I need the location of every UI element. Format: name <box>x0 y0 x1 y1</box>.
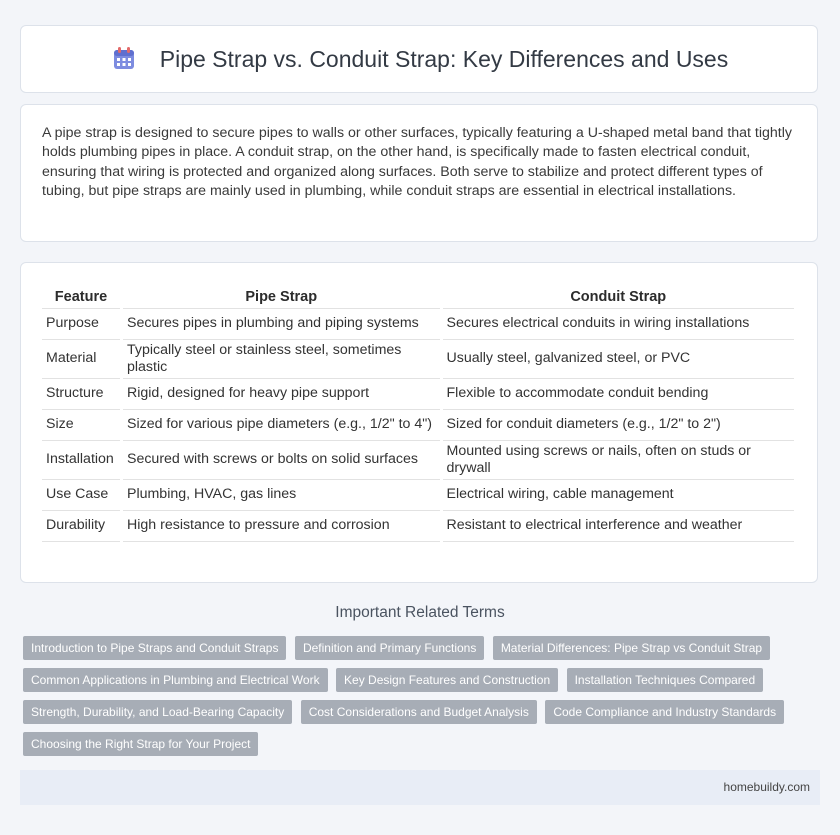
related-terms-tags <box>23 636 823 764</box>
pipe-strap-cell: High resistance to pressure and corrosion <box>123 511 440 542</box>
comparison-table-card <box>20 262 818 583</box>
feature-cell: Size <box>42 410 120 441</box>
table-row <box>42 410 794 441</box>
feature-cell: Installation <box>42 441 120 480</box>
pipe-strap-cell: Plumbing, HVAC, gas lines <box>123 480 440 511</box>
feature-cell: Purpose <box>42 309 120 340</box>
calendar-icon <box>110 45 138 73</box>
table-row <box>42 480 794 511</box>
conduit-strap-cell: Resistant to electrical interference and weather <box>443 511 795 542</box>
conduit-strap-cell: Sized for conduit diameters (e.g., 1/2" to 2") <box>443 410 795 441</box>
header-conduit-strap: Conduit Strap <box>443 285 795 309</box>
related-terms-title: Important Related Terms <box>335 604 505 621</box>
pipe-strap-cell: Secures pipes in plumbing and piping systems <box>123 309 440 340</box>
feature-cell: Use Case <box>42 480 120 511</box>
table-row <box>42 379 794 410</box>
related-term-tag[interactable]: Choosing the Right Strap for Your Project <box>23 732 258 756</box>
conduit-strap-cell: Flexible to accommodate conduit bending <box>443 379 795 410</box>
footer <box>20 770 820 805</box>
conduit-strap-cell: Electrical wiring, cable management <box>443 480 795 511</box>
header-pipe-strap: Pipe Strap <box>123 285 440 309</box>
related-term-tag[interactable]: Material Differences: Pipe Strap vs Conduit Strap <box>493 636 770 660</box>
header-feature: Feature <box>42 285 120 309</box>
pipe-strap-cell: Sized for various pipe diameters (e.g., 1/2" to 4") <box>123 410 440 441</box>
intro-card <box>20 104 818 242</box>
related-term-tag[interactable]: Strength, Durability, and Load-Bearing Capacity <box>23 700 292 724</box>
related-term-tag[interactable]: Code Compliance and Industry Standards <box>545 700 784 724</box>
feature-cell: Durability <box>42 511 120 542</box>
related-term-tag[interactable]: Key Design Features and Construction <box>336 668 558 692</box>
feature-cell: Material <box>42 340 120 379</box>
related-term-tag[interactable]: Cost Considerations and Budget Analysis <box>301 700 537 724</box>
intro-paragraph: A pipe strap is designed to secure pipes to walls or other surfaces, typically featuring a U-shaped metal band that tightly holds plumbing pipes in place. A conduit strap, on the other hand, is specifically made to fasten electrical conduit, ensuring that wiring is protected and organized along surfaces. Both serve to stabilize and protect different types of tubing, but pipe straps are mainly used in plumbing, while conduit straps are essential in electrical installations. <box>42 125 792 199</box>
table-row <box>42 340 794 379</box>
table-row <box>42 441 794 480</box>
comparison-table <box>39 285 797 542</box>
table-row <box>42 511 794 542</box>
pipe-strap-cell: Rigid, designed for heavy pipe support <box>123 379 440 410</box>
title-card <box>20 25 818 93</box>
feature-cell: Structure <box>42 379 120 410</box>
conduit-strap-cell: Usually steel, galvanized steel, or PVC <box>443 340 795 379</box>
page-title: Pipe Strap vs. Conduit Strap: Key Differences and Uses <box>159 45 729 72</box>
pipe-strap-cell: Secured with screws or bolts on solid surfaces <box>123 441 440 480</box>
related-term-tag[interactable]: Common Applications in Plumbing and Electrical Work <box>23 668 328 692</box>
conduit-strap-cell: Mounted using screws or nails, often on studs or drywall <box>443 441 795 480</box>
table-row <box>42 309 794 340</box>
pipe-strap-cell: Typically steel or stainless steel, sometimes plastic <box>123 340 440 379</box>
conduit-strap-cell: Secures electrical conduits in wiring installations <box>443 309 795 340</box>
related-term-tag[interactable]: Definition and Primary Functions <box>295 636 484 660</box>
footer-site-link[interactable]: homebuildy.com <box>723 780 810 794</box>
related-term-tag[interactable]: Installation Techniques Compared <box>567 668 764 692</box>
related-term-tag[interactable]: Introduction to Pipe Straps and Conduit Straps <box>23 636 286 660</box>
